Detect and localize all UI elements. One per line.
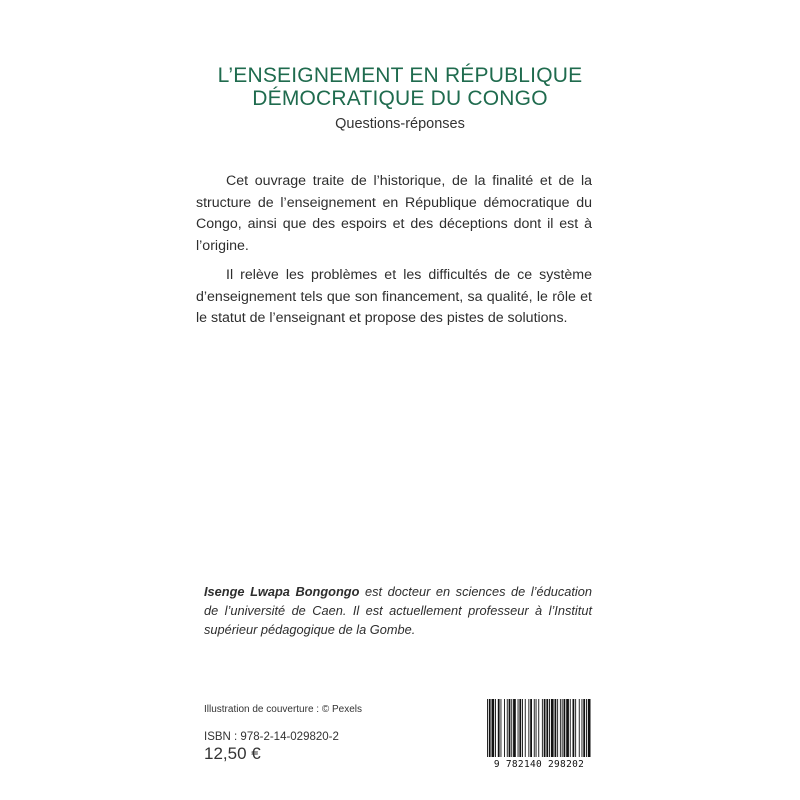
barcode-bar [525,699,526,757]
barcode-bar [555,699,557,757]
barcode-bar [579,699,580,757]
barcode-bar [530,699,532,757]
barcode-bar [534,699,535,757]
barcode-bar [582,699,583,757]
summary-paragraph-1: Cet ouvrage traite de l’historique, de la finalité et de la structure de l’enseignement en République démocratique du Congo, ainsi que des espoirs et des déceptions dont il est à l’origine. [196,173,592,254]
barcode-bar [492,699,495,757]
author-bio-text: est docteur en sciences de l’éducation de l’université de Caen. Il est actuellement professeur à l’Institut supérieur pédagogique de la Gombe. [204,584,593,637]
barcode-bar [498,699,500,757]
barcode-bar [588,699,591,757]
author-bio [204,582,592,639]
barcode-bar [501,699,502,757]
barcode-bar [564,699,566,757]
barcode-bar [583,699,585,757]
barcode-bar [586,699,587,757]
barcode-bar [507,699,508,757]
barcode-bar [509,699,511,757]
barcode-bar [519,699,521,757]
barcode-bar [562,699,563,757]
barcode-bar [538,699,539,757]
barcode-bar [551,699,554,757]
barcode [484,699,594,771]
barcode-bar [513,699,516,757]
barcode-bar [487,699,488,757]
barcode-bar [511,699,512,757]
book-subtitle: Questions-réponses [335,116,465,132]
barcode-bars-icon [484,699,594,759]
cover-credit: Illustration de couverture : © Pexels [204,704,362,715]
book-title-line-2: DÉMOCRATIQUE DU CONGO [252,87,548,110]
barcode-bar [566,699,569,757]
barcode-bar [518,699,519,757]
author-name: Isenge Lwapa Bongongo [204,584,360,599]
barcode-bar [542,699,543,757]
book-title-line-1: L’ENSEIGNEMENT EN RÉPUBLIQUE [217,64,583,87]
price: 12,50 € [204,744,261,763]
barcode-bar [573,699,575,757]
barcode-bar [570,699,571,757]
barcode-bar [575,699,576,757]
barcode-bar [536,699,537,757]
barcode-bar [489,699,491,757]
barcode-bar [560,699,561,757]
book-summary [196,171,592,338]
barcode-bar [557,699,558,757]
barcode-bar [522,699,523,757]
barcode-bar [549,699,550,757]
barcode-bar [544,699,546,757]
isbn: ISBN : 978-2-14-029820-2 [204,731,339,743]
title-block [0,64,800,133]
barcode-bar [504,699,505,757]
barcode-bar [528,699,529,757]
barcode-bar [495,699,496,757]
summary-paragraph-2: Il relève les problèmes et les difficultés de ce système d’enseignement tels que son financement, sa qualité, le rôle et le statut de l’enseignant et propose des pistes de solutions. [196,267,592,326]
barcode-bar [546,699,548,757]
barcode-digits: 9 782140 298202 [493,759,585,770]
